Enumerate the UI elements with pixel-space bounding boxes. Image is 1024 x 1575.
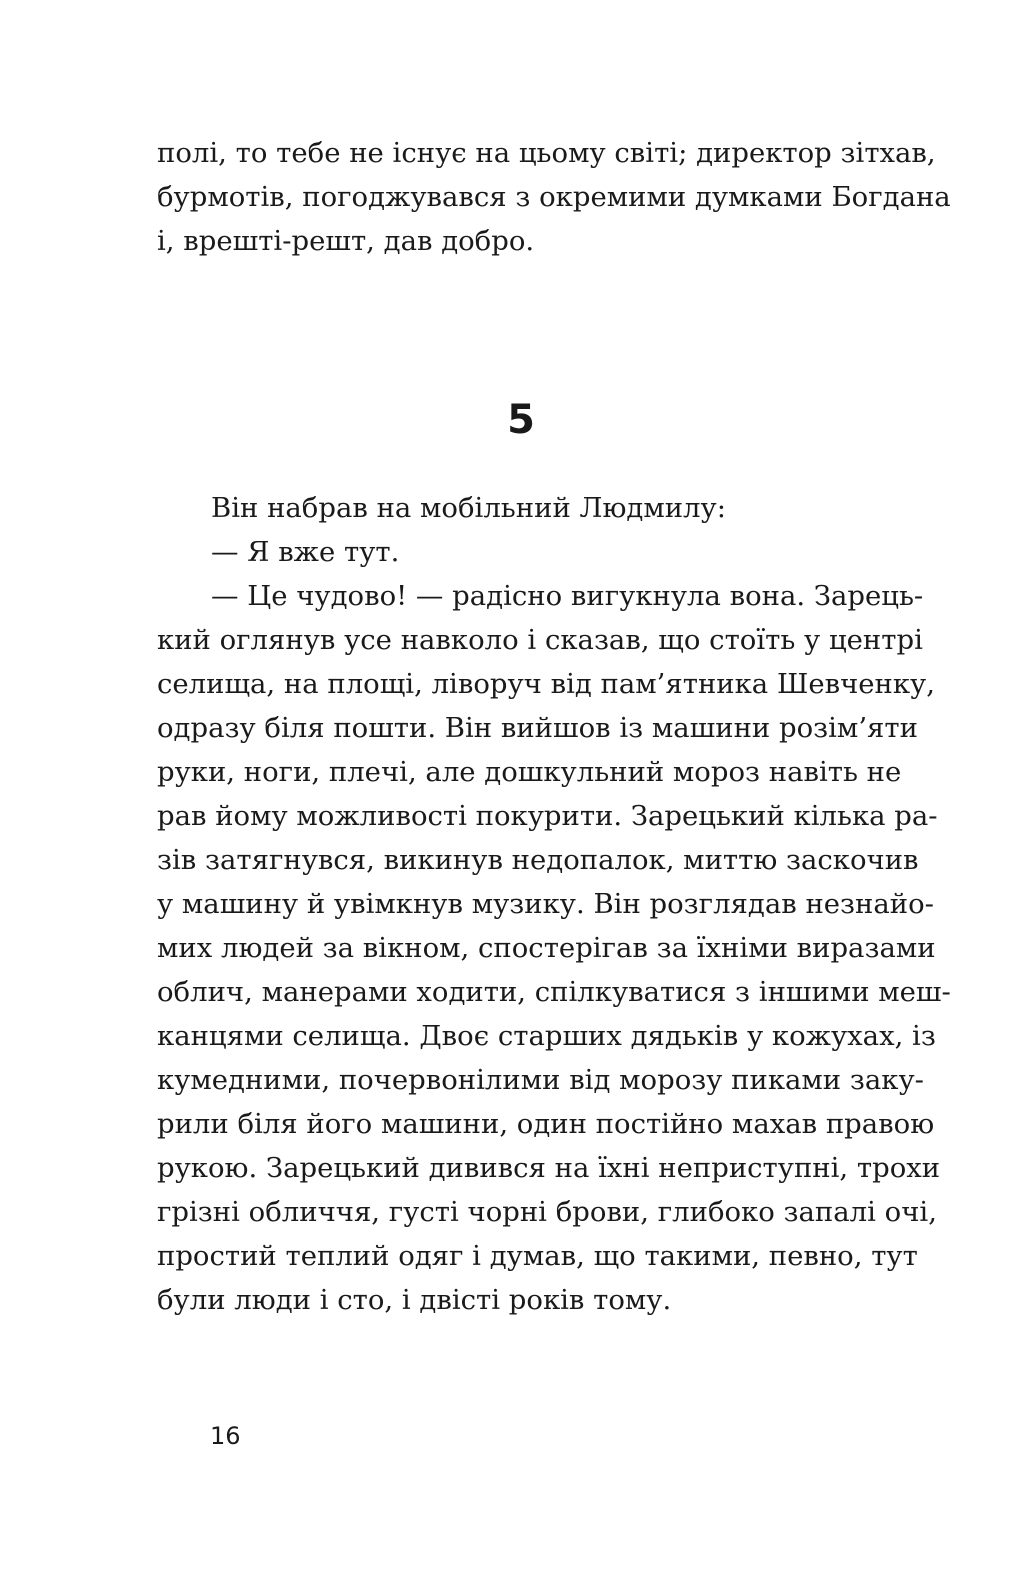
text-line: рукою. Зарецький дивився на їхні неприступні, трохи: [157, 1152, 941, 1184]
text-line: полі, то тебе не існує на цьому світі; директор зітхав,: [157, 137, 936, 169]
text-line: у машину й увімкнув музику. Він розглядав незнайо-: [157, 888, 934, 920]
text-line: мих людей за вікном, спостерігав за їхніми виразами: [157, 932, 936, 964]
intro-paragraph: [157, 131, 951, 263]
chapter-number: 5: [507, 397, 535, 443]
text-line: кий оглянув усе навколо і сказав, що стоїть у центрі: [157, 624, 923, 656]
text-line: канцями селища. Двоє старших дядьків у кожухах, із: [157, 1020, 936, 1052]
dialogue-line: — Я вже тут.: [211, 536, 400, 568]
chapter-body: [157, 486, 951, 1322]
text-line: рав йому можливості покурити. Зарецький кілька ра-: [157, 800, 938, 832]
text-line: Він набрав на мобільний Людмилу:: [211, 492, 726, 524]
text-line: бурмотів, погоджувався з окремими думками Богдана: [157, 181, 951, 213]
text-line: зів затягнувся, викинув недопалок, миттю заскочив: [157, 844, 919, 876]
text-line: облич, манерами ходити, спілкуватися з іншими меш-: [157, 976, 951, 1008]
text-line: одразу біля пошти. Він вийшов із машини розім’яти: [157, 712, 918, 744]
text-line: рили біля його машини, один постійно махав правою: [157, 1108, 935, 1140]
text-line: грізні обличчя, густі чорні брови, глибоко запалі очі,: [157, 1196, 937, 1228]
text-line: селища, на площі, ліворуч від пам’ятника Шевченку,: [157, 668, 935, 700]
text-line: були люди і сто, і двісті років тому.: [157, 1284, 672, 1316]
text-line: руки, ноги, плечі, але дошкульний мороз навіть не: [157, 756, 902, 788]
text-line: і, врешті-решт, дав добро.: [157, 225, 535, 257]
text-line: простий теплий одяг і думав, що такими, певно, тут: [157, 1240, 918, 1272]
text-line: кумедними, почервонілими від морозу пиками заку-: [157, 1064, 924, 1096]
page-number: 16: [210, 1422, 241, 1450]
dialogue-line: — Це чудово! — радісно вигукнула вона. Зарець-: [211, 580, 924, 612]
